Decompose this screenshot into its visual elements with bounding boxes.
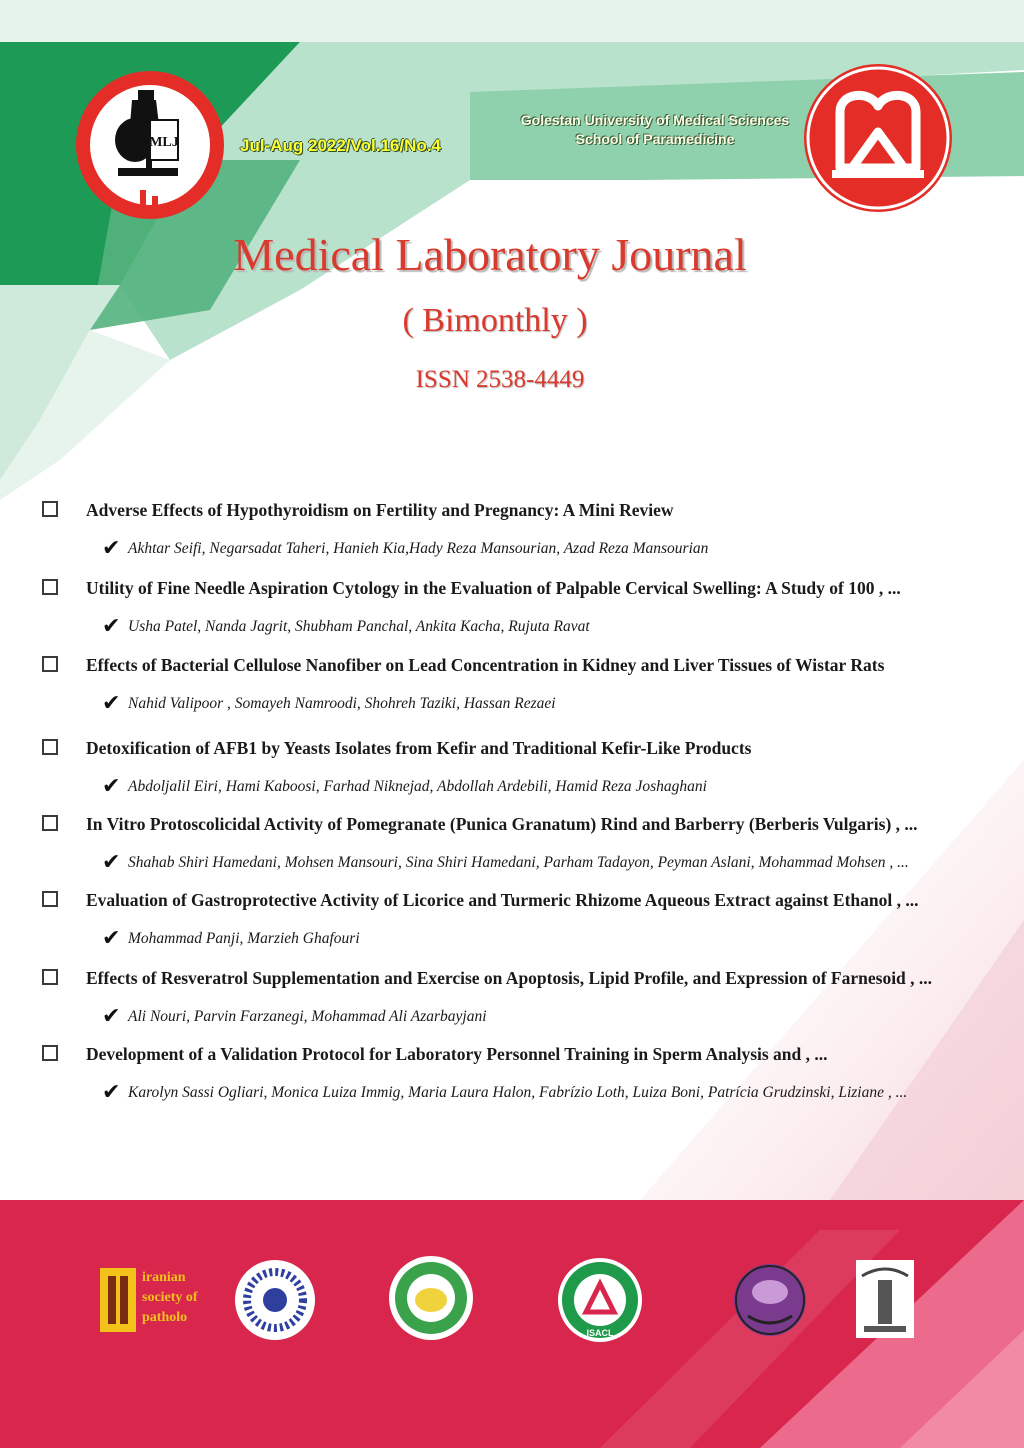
university-name xyxy=(490,111,820,149)
journal-issn: ISSN 2538-4449 xyxy=(415,366,585,393)
article-authors: Akhtar Seifi, Negarsadat Taheri, Hanieh Kia,Hady Reza Mansourian, Azad Reza Mansourian xyxy=(128,540,709,557)
isacl-logo-text: ISACL xyxy=(586,1328,614,1338)
article-checkbox[interactable] xyxy=(42,739,58,755)
article-authors: Abdoljalil Eiri, Hami Kaboosi, Farhad Niknejad, Abdollah Ardebili, Hamid Reza Joshaghani xyxy=(128,778,707,795)
article-checkbox[interactable] xyxy=(42,969,58,985)
article-authors: Shahab Shiri Hamedani, Mohsen Mansouri, Sina Shiri Hamedani, Parham Tadayon, Peyman Aslani, Mohammad Mohsen , ... xyxy=(128,854,909,871)
checkmark-icon: ✔ xyxy=(102,536,121,561)
journal-frequency: ( Bimonthly ) xyxy=(402,302,588,339)
article-title[interactable]: Development of a Validation Protocol for Laboratory Personnel Training in Sperm Analysis and , ... xyxy=(86,1044,828,1064)
checkmark-icon: ✔ xyxy=(102,926,121,951)
article-title[interactable]: Adverse Effects of Hypothyroidism on Fertility and Pregnancy: A Mini Review xyxy=(86,500,674,520)
article-authors: Ali Nouri, Parvin Farzanegi, Mohammad Ali Azarbayjani xyxy=(128,1008,487,1025)
article-checkbox[interactable] xyxy=(42,1045,58,1061)
checkmark-icon: ✔ xyxy=(102,1080,121,1105)
checkmark-icon: ✔ xyxy=(102,774,121,799)
checkmark-icon: ✔ xyxy=(102,691,121,716)
article-authors: Mohammad Panji, Marzieh Ghafouri xyxy=(128,930,360,947)
university-line-1: Golestan University of Medical Sciences xyxy=(520,112,790,128)
article-title[interactable]: Effects of Bacterial Cellulose Nanofiber on Lead Concentration in Kidney and Liver Tissues of Wistar Rats xyxy=(86,655,885,675)
article-checkbox[interactable] xyxy=(42,815,58,831)
article-title[interactable]: Effects of Resveratrol Supplementation and Exercise on Apoptosis, Lipid Profile, and Expression of Farnesoid , ... xyxy=(86,968,933,988)
article-title[interactable]: Detoxification of AFB1 by Yeasts Isolates from Kefir and Traditional Kefir-Like Products xyxy=(86,738,752,758)
article-checkbox[interactable] xyxy=(42,891,58,907)
mlj-logo-text: MLJ xyxy=(149,135,179,150)
society-logo-text xyxy=(142,1268,198,1328)
golestan-university-logo xyxy=(804,64,952,212)
checkmark-icon: ✔ xyxy=(102,850,121,875)
university-line-2: School of Paramedicine xyxy=(575,131,735,147)
footer-band xyxy=(0,1200,1024,1448)
article-title[interactable]: Utility of Fine Needle Aspiration Cytology in the Evaluation of Palpable Cervical Swelling: A Study of 100 , ... xyxy=(86,578,901,598)
article-title[interactable]: In Vitro Protoscolicidal Activity of Pomegranate (Punica Granatum) Rind and Barberry (Berberis Vulgaris) , ... xyxy=(86,814,918,834)
article-authors: Nahid Valipoor , Somayeh Namroodi, Shohreh Taziki, Hassan Rezaei xyxy=(128,695,556,712)
issue-info: Jul-Aug 2022/Vol.16/No.4 xyxy=(240,136,441,155)
checkmark-icon: ✔ xyxy=(102,614,121,639)
article-title[interactable]: Evaluation of Gastroprotective Activity of Licorice and Turmeric Rhizome Aqueous Extract against Ethanol , ... xyxy=(86,890,919,910)
article-checkbox[interactable] xyxy=(42,656,58,672)
article-authors: Karolyn Sassi Ogliari, Monica Luiza Immig, Maria Laura Halon, Fabrízio Loth, Luiza Boni, Patrícia Grudzinski, Liziane , ... xyxy=(128,1084,908,1101)
article-checkbox[interactable] xyxy=(42,579,58,595)
society-logo-text-1: iranian xyxy=(142,1270,186,1285)
checkmark-icon: ✔ xyxy=(102,1004,121,1029)
article-checkbox[interactable] xyxy=(42,501,58,517)
microscope-mlj-logo xyxy=(76,71,224,219)
journal-title: Medical Laboratory Journal xyxy=(233,229,747,280)
society-logo-text-2: society of xyxy=(142,1290,198,1305)
article-authors: Usha Patel, Nanda Jagrit, Shubham Panchal, Ankita Kacha, Rujuta Ravat xyxy=(128,618,590,635)
society-logo-text-3: patholo xyxy=(142,1310,188,1325)
